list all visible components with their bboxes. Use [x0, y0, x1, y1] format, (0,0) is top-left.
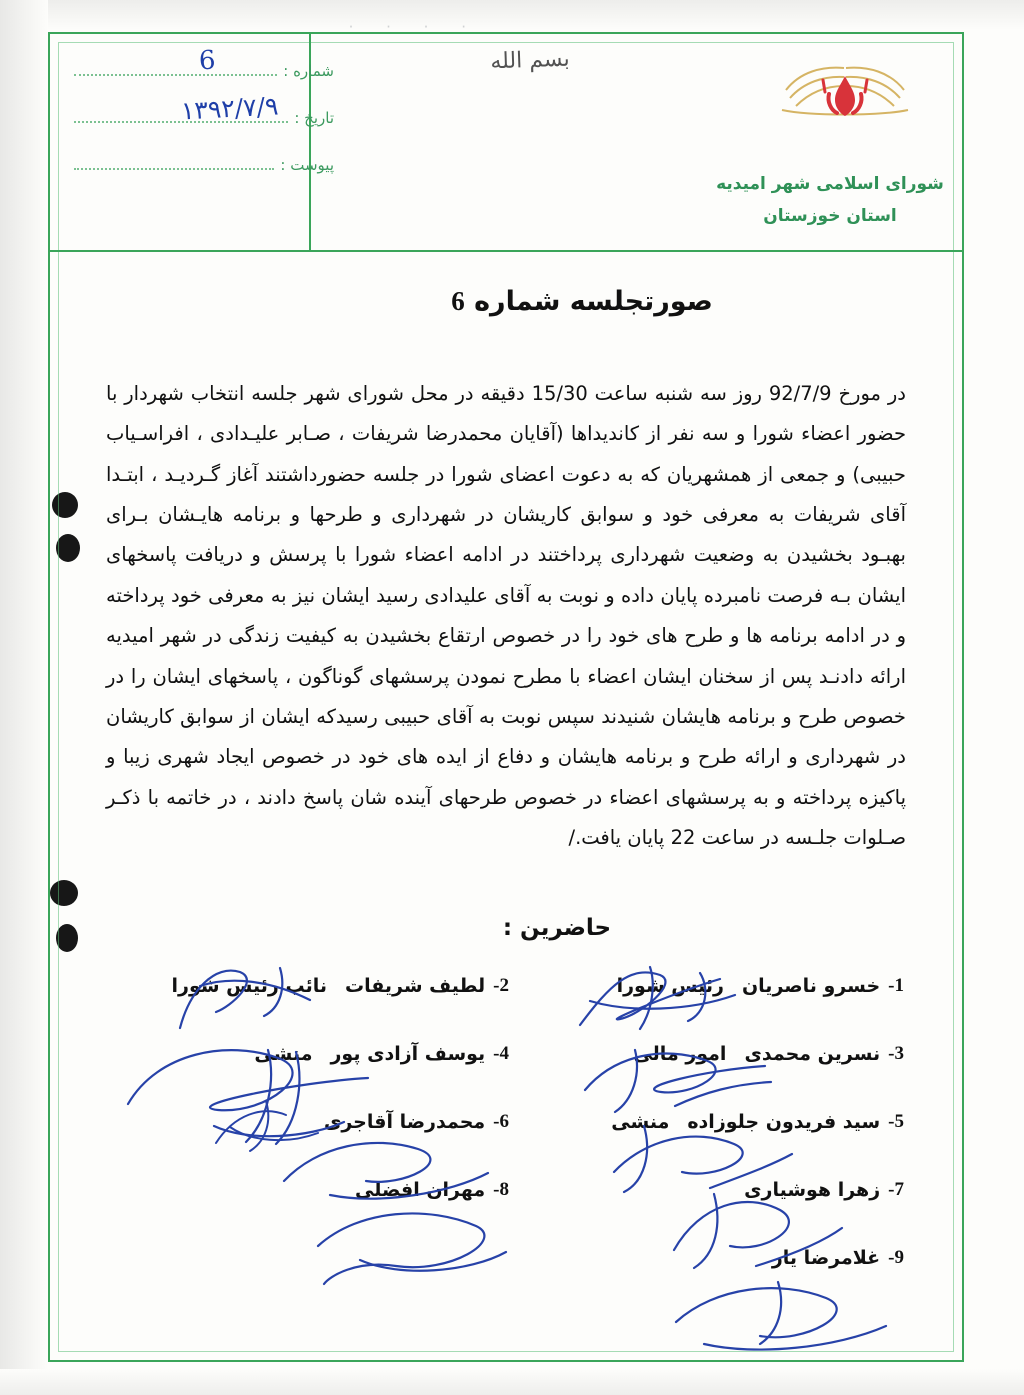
attendee-name: خسرو ناصریان: [741, 975, 881, 997]
attendee-role: رئیس شورا: [616, 975, 724, 997]
minutes-body-text: در مورخ 92/7/9 روز سه شنبه ساعت 15/30 دقیقه در محل شورای شهر جلسه انتخاب شهردار با حضور اعضاء شورا و سه نفر از کاندیداها (آقایان محمدرضا شریفات ، صـابر علیـدادی ، افراسـیاب حبیبی) و جمعی از همشهریان که به دعوت اعضای شورا در جلسه حضورداشتند آغاز گـردیـد ، ابتـدا آقای شریفات به معرفی خود و سوابق کاریشان در شهرداری و طرحها و برنامه هایـشان بـرای بهبـود بخشیدن به وضعیت شهرداری پرداختند در ادامه اعضاء شورا با پرسش و دریافت پاسخهای ایشان بـه فرصت نامبرده پایان داده و نوبت به آقای علیدادی رسید ایشان نیز به معرفی خود پرداخته و در ادامه برنامه ها و طرح های خود را در خصوص ارتقاع بخشیدن به کیفیت زندگی در شهر امیدیه ارائه دادنـد پس از سخنان ایشان اعضاء با مطرح نمودن پرسشهای گوناگون ، پاسخهای ایشان را در خصوص طرح و برنامه هایشان شنیدند سپس نوبت به آقای حبیبی رسیدکه ایشان از سوابق کاریشان در شهرداری و ارائه طرح و برنامه هایشان و دفاع از ایده های خود در خصوص ایجاد شهری زیبا و پاکیزه پرداخته و به پرسشهای اعضاء در خصوص طرحهای آینده شان پاسخ دادند ، در خاتمه با ذکـر صـلوات جلـسه در ساعت 22 پایان یافت./: [106, 382, 906, 849]
iran-emblem-icon: [770, 50, 920, 130]
attendees-list: [114, 975, 904, 1315]
bismillah-calligraphy: بسم الله: [489, 46, 571, 75]
attendee-number: 4-: [493, 1043, 509, 1064]
field-dots-date: [74, 91, 288, 126]
page-title-number: 6: [451, 286, 465, 316]
attendee-number: 9-: [888, 1247, 904, 1268]
attendee-name: محمدرضا آقاجری: [323, 1111, 486, 1133]
field-label-date: تاریخ :: [294, 109, 334, 127]
list-item: [114, 1179, 509, 1247]
attendee-number: 7-: [888, 1179, 904, 1200]
attendee-name: نسرین محمدی: [744, 1043, 881, 1065]
list-item: [114, 1111, 509, 1179]
page-edge-shadow-left: [0, 0, 48, 1395]
attendee-role: منشی: [611, 1111, 670, 1133]
list-item: [509, 975, 904, 1043]
attendee-number: 5-: [888, 1111, 904, 1132]
faint-pencil-marks: · · · ·: [348, 18, 480, 36]
list-item: [509, 1043, 904, 1111]
field-row-number: [74, 45, 334, 84]
field-row-date: [74, 91, 334, 131]
emblem-block: [760, 50, 930, 130]
header-divider-horizontal: [50, 250, 962, 252]
attendee-name: مهران افضلی: [355, 1179, 486, 1201]
organization-block: [700, 168, 960, 233]
page-title-text: صورتجلسه شماره: [474, 286, 713, 317]
list-item: [114, 975, 509, 1043]
attendee-name: لطیف شریفات: [344, 975, 486, 997]
attendee-number: 2-: [493, 975, 509, 996]
attendee-role: منشی: [254, 1043, 313, 1065]
attendee-role: امور مالی: [633, 1043, 727, 1065]
organization-name: شورای اسلامی شهر امیدیه: [716, 174, 944, 194]
field-row-attachment: [74, 154, 334, 178]
field-label-attachment: پیوست :: [280, 156, 334, 174]
field-dots-attachment: [74, 154, 274, 170]
attendee-number: 8-: [493, 1179, 509, 1200]
page-edge-shadow-bottom: [0, 1369, 1024, 1395]
attendee-number: 6-: [493, 1111, 509, 1132]
list-item: [509, 1111, 904, 1179]
letterhead-form-fields: [74, 45, 334, 201]
attendee-number: 3-: [888, 1043, 904, 1064]
attendee-name: یوسف آزادی پور: [330, 1043, 486, 1065]
page-edge-shadow-top: [0, 0, 1024, 30]
list-item: [509, 1179, 904, 1247]
organization-province: استان خوزستان: [763, 206, 897, 227]
list-item: [509, 1247, 904, 1315]
field-label-number: شماره :: [283, 62, 334, 80]
handwritten-date-value: ۱۳۹۲/۷/۹: [180, 91, 280, 126]
attendee-number: 1-: [888, 975, 904, 996]
attendee-name: غلامرضا یار: [771, 1247, 881, 1269]
page-title: [0, 286, 1024, 317]
attendee-role: نائب رئیس شورا: [171, 975, 327, 997]
attendee-name: زهرا هوشیاری: [744, 1179, 881, 1201]
field-dots-number: [74, 45, 277, 77]
attendee-name: سید فریدون جلوزاده: [687, 1111, 881, 1133]
handwritten-number-value: 6: [197, 45, 217, 77]
attendees-heading: حاضرین :: [502, 915, 612, 941]
list-item: [114, 1043, 509, 1111]
